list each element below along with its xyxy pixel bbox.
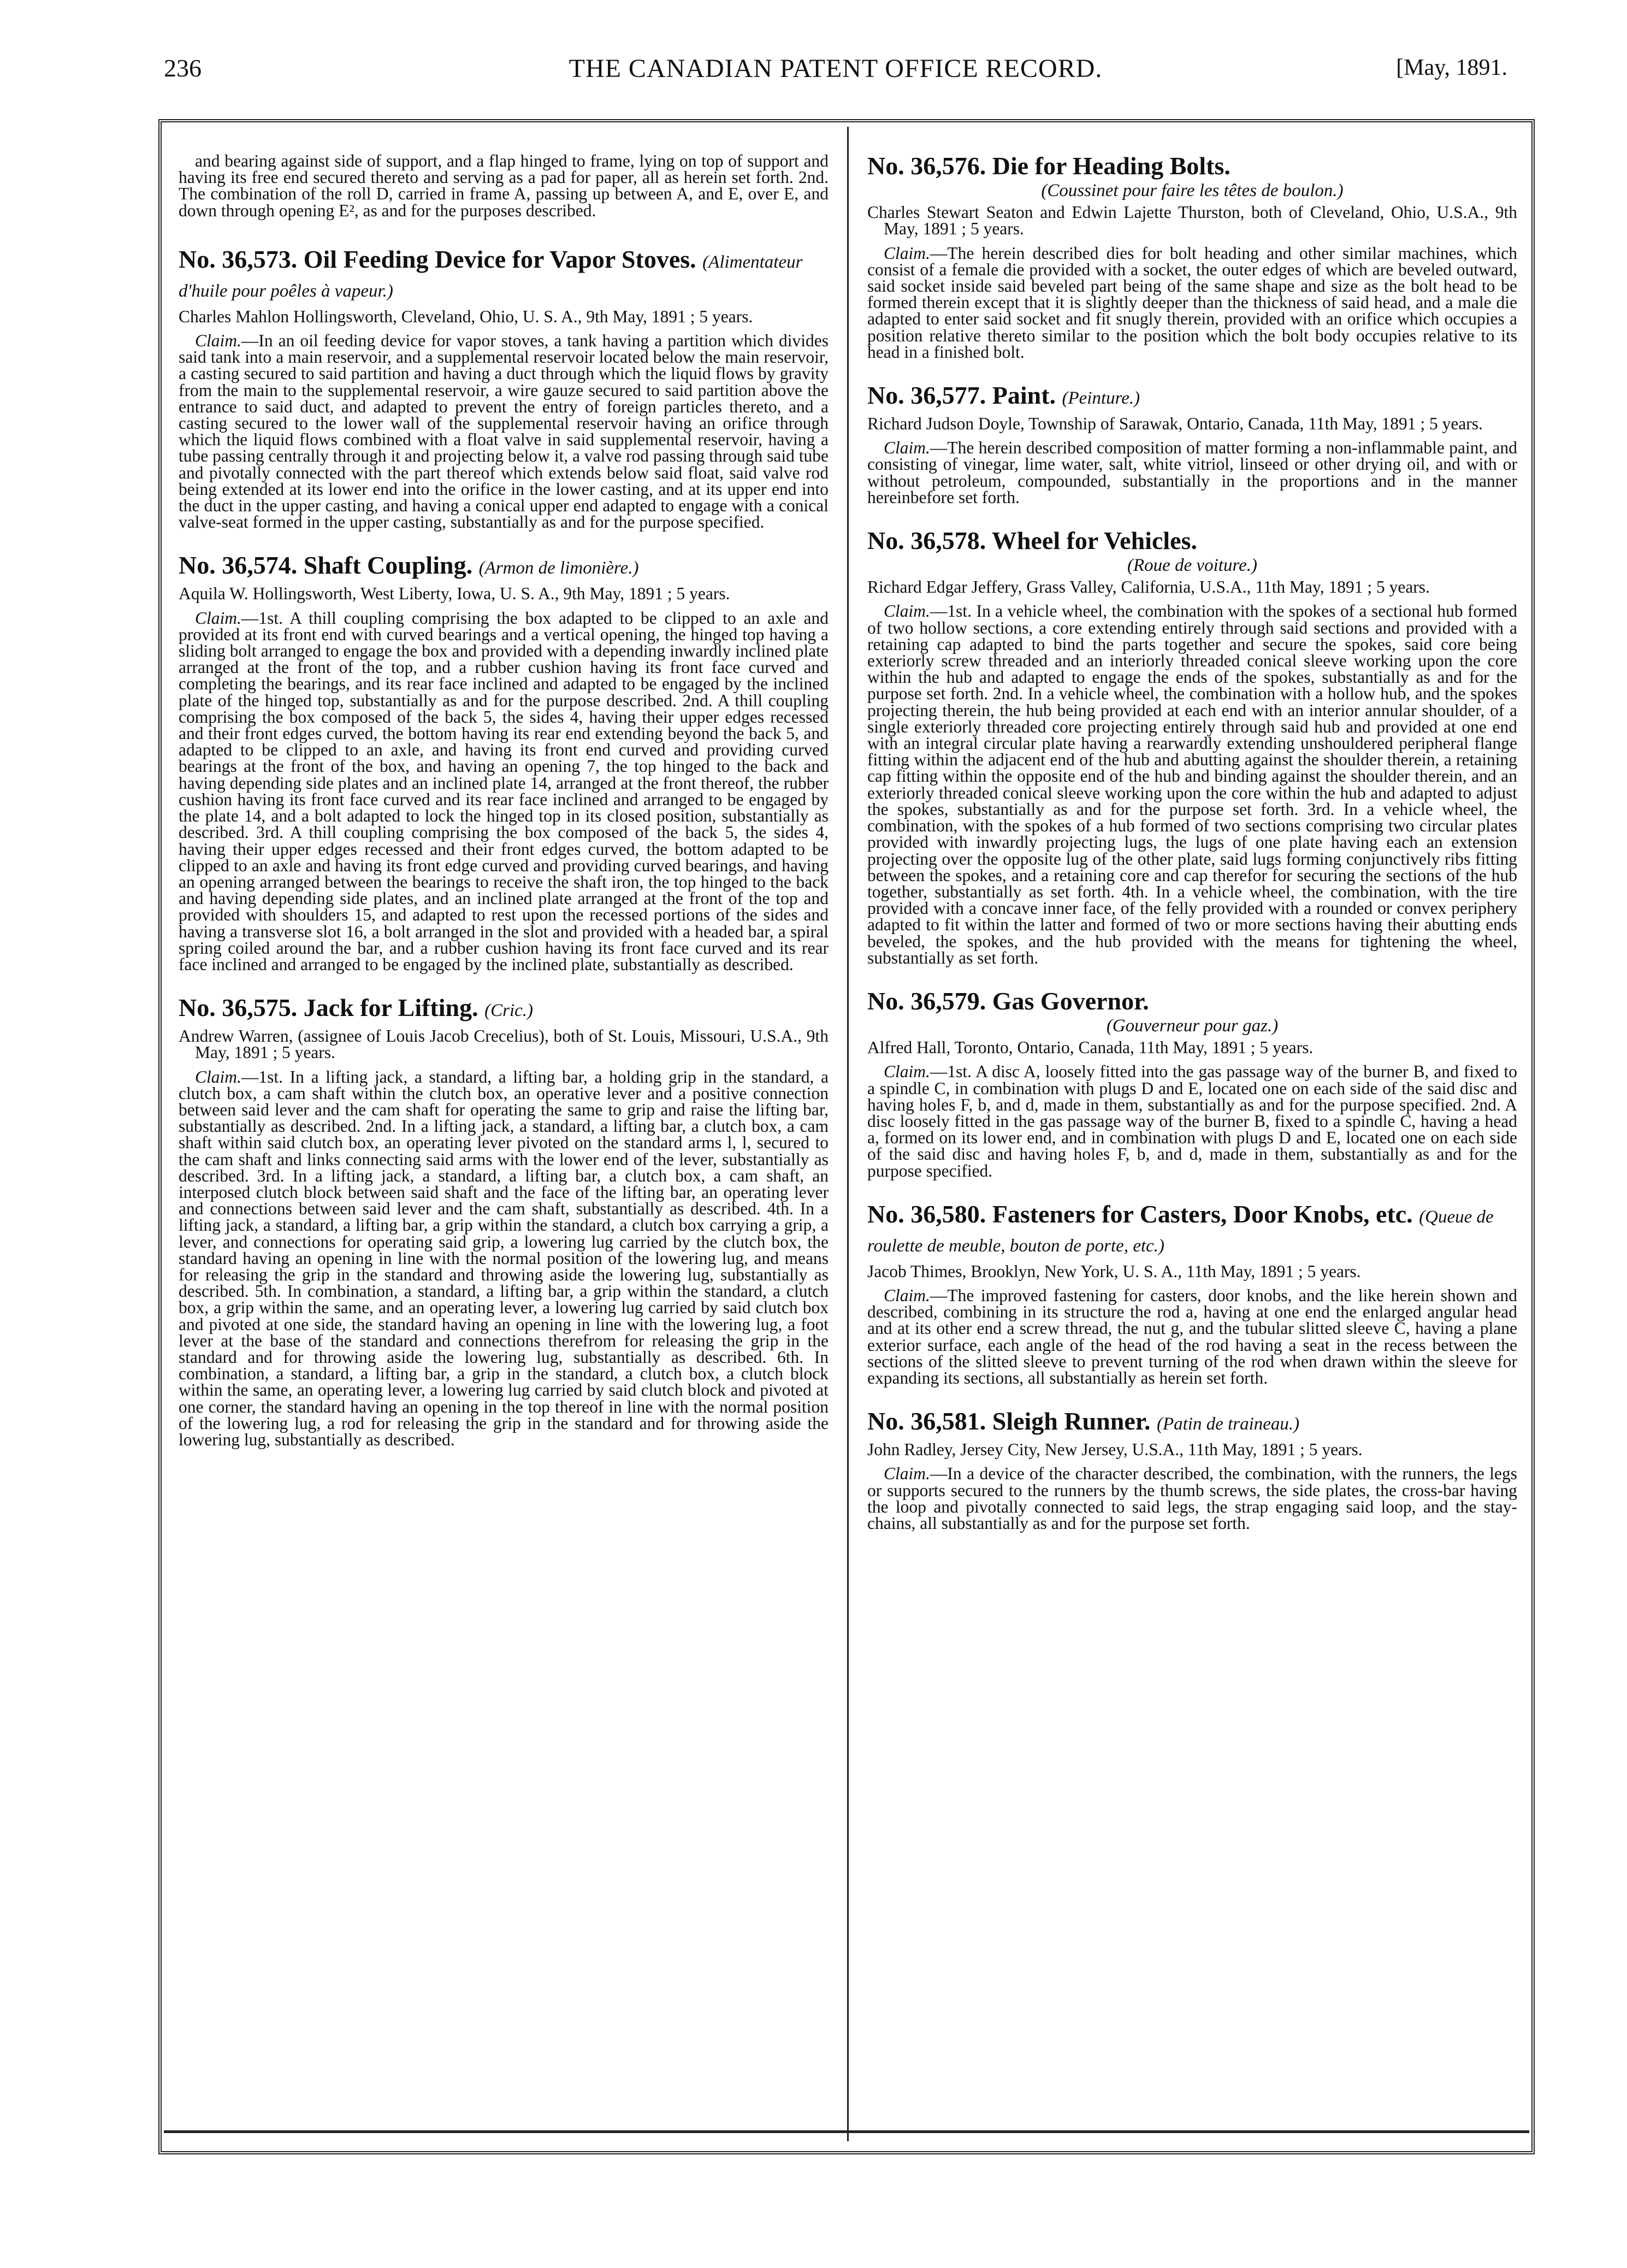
inventor-line: Jacob Thimes, Brooklyn, New York, U. S. A., 11th May, 1891 ; 5 years. (867, 1261, 1361, 1281)
claim-body: —In a device of the character described, the combination, with the runners, the legs or supports secured to the runners by the thumb screws, the side plates, the cross-bar having the loop and pivotally connected to said legs, the strap engaging said loop, and the stay-chains, all substantially as and for the purpose set forth. (867, 1464, 1517, 1533)
inventor-line: Charles Mahlon Hollingsworth, Cleveland, Ohio, U. S. A., 9th May, 1891 ; 5 years. (179, 306, 753, 326)
claim-body: —The improved fastening for casters, door knobs, and the like herein shown and described, combining in its structure the rod a, having at one end the enlarged angular head and at its other end a screw thread, the nut g, and the tubular slitted sleeve C, having a plane exterior surface, each angle of the head of the rod having a seat in the recess between the sections of the slitted sleeve to prevent turning of the rod when drawn within the sleeve for expanding its sections, all substantially as herein set forth. (867, 1285, 1517, 1387)
patent-entry-36581 (867, 1408, 1517, 1532)
patent-number: No. 36,576. (867, 152, 986, 180)
claim-label: Claim. (884, 243, 930, 263)
patent-translation: (Coussinet pour faire les têtes de boulon.) (1041, 181, 1344, 200)
issue-date: [May, 1891. (1396, 55, 1507, 80)
patent-number: No. 36,574. (179, 551, 298, 580)
claim-body: —1st. A disc A, loosely fitted into the gas passage way of the burner B, and fixed to a spindle C, in combination with plugs D and E, located one on each side of the said disc and having holes F, b, and d, made in them, substantially as and for the purpose specified. 2nd. A disc loosely fitted in the gas passage way of the burner B, fixed to a spindle C, having a head a, formed on its lower end, and in combination with plugs D and E, located one on each side of the said disc and having holes F, b, and d, made in them, substantially as and for the purpose specified. (867, 1062, 1517, 1180)
patent-title: Sleigh Runner. (992, 1407, 1151, 1436)
claim-text (867, 245, 1517, 361)
claim-body: —1st. A thill coupling comprising the box adapted to be clipped to an axle and provided at its front end with curved bearings and a vertical opening, the hinged top having a sliding bolt arranged to engage the box and provided with a depending inwardly inclined plate arranged at the front of the top, and a rubber cushion having its front face curved and completing the bearings, and its rear face inclined and adapted to be engaged by the inclined plate of the hinged top, substantially as and for the purpose described. 2nd. A thill coupling comprising the box composed of the back 5, the sides 4, having their upper edges recessed and their front edges curved, the bottom having its rear end extending beyond the back 5, and adapted to be clipped to an axle, and having its front end curved and providing curved bearings at the front of the box, and having an opening 7, the top hinged to the back and having depending side plates and an inclined plate 14, arranged at the front thereof, the rubber cushion having its front face curved and its rear face inclined and arranged to be engaged by the plate 14, and a bolt adapted to lock the hinged top in its closed position, substantially as described. 3rd. A thill coupling comprising the box composed of the back 5, the sides 4, having their upper edges recessed and their front edges curved, the bottom adapted to be clipped to an axle and having its front edge curved and providing curved bearings, and having an opening arranged between the bearings to receive the shaft iron, the top hinged to the back and having depending side plates, and an inclined plate arranged at the front of the top and provided with shoulders 15, and adapted to rest upon the recessed portions of the sides and having a transverse slot 16, a bolt arranged in the slot and provided with a headed bar, a spiral spring coiled around the bar, and a rubber cushion having its front face curved and its rear face inclined and arranged to be engaged by the inclined plate, substantially as described. (179, 608, 829, 974)
patent-entry-36579 (867, 988, 1517, 1179)
patent-title: Paint. (992, 381, 1056, 410)
claim-text (179, 1069, 829, 1449)
patent-entry-36577 (867, 382, 1517, 506)
inventor-line: John Radley, Jersey City, New Jersey, U.S.A., 11th May, 1891 ; 5 years. (867, 1440, 1363, 1460)
entry-heading (179, 995, 829, 1024)
entry-heading (867, 382, 1517, 411)
claim-label: Claim. (884, 1285, 930, 1305)
patent-entry-36574 (179, 552, 829, 973)
patent-entry-36578 (867, 528, 1517, 966)
claim-body: —In an oil feeding device for vapor stoves, a tank having a partition which divides said tank into a main reservoir, and a supplemental reservoir located below the main reservoir, a casting secured to said partition and having a duct through which the liquid flows by gravity from the main to the supplemental reservoir, a wire gauze secured to said partition above the entrance to said duct, and adapted to prevent the entry of foreign particles thereto, and a casting secured to the lower wall of the supplemental reservoir having an orifice through which the liquid flows combined with a float valve in said supplemental reservoir, having a tube passing centrally through it and projecting below it, a valve rod passing through said tube and pivotally connected with the part thereof which extends below said float, said valve rod being extended at its lower end into the orifice in the lower casting, and at its upper end into the duct in the upper casting, and having a conical upper end adapted to engage with a conical valve-seat formed in the upper casting, substantially as and for the purpose specified. (179, 331, 829, 532)
patent-title: Shaft Coupling. (303, 551, 473, 580)
patent-entry-36580 (867, 1201, 1517, 1386)
patent-number: No. 36,579. (867, 987, 986, 1015)
entry-heading (867, 1201, 1517, 1259)
entry-heading (867, 988, 1517, 1014)
claim-label: Claim. (884, 1062, 930, 1082)
patent-entry-36575 (179, 995, 829, 1448)
patent-title: Wheel for Vehicles. (991, 527, 1197, 555)
inventor-line: Alfred Hall, Toronto, Ontario, Canada, 11th May, 1891 ; 5 years. (867, 1038, 1314, 1058)
page-number: 236 (164, 54, 202, 82)
patent-translation: (Cric.) (484, 1001, 534, 1021)
claim-body: —1st. In a vehicle wheel, the combination with the spokes of a sectional hub formed of two hollow sections, a core extending entirely through said sections and provided with a retaining cap adapted to bind the parts together and secure the spokes, said core being exteriorly screw threaded and an interiorly threaded conical sleeve working upon the core within the hub and adapted to engage the ends of the spokes, substantially as and for the purpose set forth. 2nd. In a vehicle wheel, the combination with a hollow hub, and the spokes projecting therein, the hub being provided at each end with an interior annular shoulder, of a single exteriorly threaded core projecting entirely through said hub and provided at one end with an integral circular plate having a rearwardly extending unshouldered peripheral flange fitting within the adjacent end of the hub and abutting against the shoulder therein, a retaining cap fitting within the opposite end of the hub and binding against the shoulder therein, and an exteriorly threaded conical sleeve working upon the core within the hub and adapted to adjust the spokes, substantially as and for the purpose set forth. 3rd. In a vehicle wheel, the combination, with the spokes of a hub formed of two sections comprising two circular plates provided with inwardly projecting lugs, the lugs of one plate having each an extension projecting over the opposite lug of the other plate, said lugs forming conjunctively ribs fitting between the spokes, and a retaining core and cap therefor for securing the sections of the hub together, substantially as set forth. 4th. In a vehicle wheel, the combination, with the tire provided with a concave inner face, of the felly provided with a rounded or convex periphery adapted to fit within the latter and formed of two or more sections having their abutting ends beveled, the spokes, and the hub provided with the means for tightening the wheel, substantially as set forth. (867, 601, 1517, 967)
claim-text (867, 603, 1517, 966)
continued-text: and bearing against side of support, and a flap hinged to frame, lying on top of support and having its free end secured thereto and serving as a pad for paper, all as herein set forth. 2nd. The combination of the roll D, carried in frame A, passing up between A, and E, over E, and down through opening E², as and for the purposes described. (179, 151, 829, 220)
entry-heading (867, 1408, 1517, 1437)
bottom-rule (164, 2130, 1529, 2133)
patent-number: No. 36,578. (867, 527, 986, 555)
patent-title: Die for Heading Bolts. (992, 152, 1230, 180)
patent-number: No. 36,581. (867, 1407, 986, 1436)
patent-title: Fasteners for Casters, Door Knobs, etc. (992, 1200, 1413, 1228)
patent-number: No. 36,573. (179, 245, 298, 273)
claim-body: —The herein described composition of matter forming a non-inflammable paint, and consisting of vinegar, lime water, salt, white vitriol, linseed or other drying oil, and with or without petroleum, compounded, substantially in the proportions and in the manner hereinbefore set forth. (867, 438, 1517, 507)
claim-label: Claim. (195, 608, 241, 628)
claim-body: —The herein described dies for bolt heading and other similar machines, which consist of a female die provided with a socket, the outer edges of which are beveled outward, said socket inside said beveled part being of the same shape and size as the bolt head to be formed therein except that it is slightly deeper than the thickness of said head, and a male die adapted to enter said socket and fit snugly therein, provided with an orifice which occupies a position relative thereto similar to the position which the bolt body occupies relative to its head in a finished bolt. (867, 243, 1517, 362)
entry-heading (179, 552, 829, 581)
claim-label: Claim. (195, 1067, 241, 1086)
patent-title: Jack for Lifting. (303, 994, 478, 1022)
patent-translation: (Peinture.) (1062, 388, 1140, 409)
column-divider (847, 127, 849, 2141)
claim-text (867, 440, 1517, 506)
claim-text (867, 1466, 1517, 1532)
claim-text (867, 1287, 1517, 1386)
page-header (164, 54, 1507, 97)
left-column (179, 153, 829, 1470)
entry-heading (867, 528, 1517, 554)
patent-number: No. 36,577. (867, 381, 986, 410)
claim-text (179, 610, 829, 973)
patent-title: Gas Governor. (992, 987, 1149, 1015)
claim-label: Claim. (884, 1464, 930, 1484)
patent-number: No. 36,575. (179, 994, 298, 1022)
inventor-line: Richard Edgar Jeffery, Grass Valley, California, U.S.A., 11th May, 1891 ; 5 years. (867, 577, 1430, 597)
inventor-line: Aquila W. Hollingsworth, West Liberty, Iowa, U. S. A., 9th May, 1891 ; 5 years. (179, 584, 730, 604)
claim-body: —1st. In a lifting jack, a standard, a lifting bar, a holding grip in the standard, a clutch box, a cam shaft within the clutch box, an operative lever and a positive connection between said lever and the cam shaft for operating the same to grip and raise the lifting bar, substantially as described. 2nd. In a lifting jack, a standard, a lifting bar, a clutch box, a cam shaft within said clutch box, an operating lever pivoted on the standard arms l, l, secured to the cam shaft and links connecting said arms with the lower end of the lever, substantially as described. 3rd. In a lifting jack, a standard, a lifting bar, a clutch box, a cam shaft, an interposed clutch block between said shaft and the face of the lifting bar, an operating lever and connections between said lever and the cam shaft, substantially as described. 4th. In a lifting jack, a standard, a lifting bar, a grip within the standard, a clutch box carrying a grip, a lever, and connections for operating said grip, a lowering lug carried by the clutch box, the standard having an opening in line with the normal position of the lowering lug, and means for releasing the grip in the standard and throwing aside the lowering lug, substantially as described. 5th. In combination, a standard, a lifting bar, a grip within the standard, a clutch box, a grip within the same, and an operating lever, a lowering lug carried by said clutch box and pivoted at one side, the standard having an opening in line with the lowering lug, a foot lever at the base of the standard and connections therefrom for releasing the grip in the standard and for throwing aside the lowering lug, substantially as described. 6th. In combination, a standard, a lifting bar, a grip in the standard, a clutch box, a clutch block within the same, an operating lever, a lowering lug carried by said clutch block and pivoted at one corner, the standard having an opening in the top thereof in line with the normal position of the lowering lug, a rod for releasing the grip in the standard and for throwing aside the lowering lug, substantially as described. (179, 1067, 829, 1449)
patent-translation: (Alimentateur d'huile pour poêles à vapeur.) (179, 252, 803, 301)
inventor-line: Andrew Warren, (assignee of Louis Jacob Crecelius), both of St. Louis, Missouri, U.S.A., 9th May, 1891 ; 5 years. (179, 1026, 829, 1062)
inventor-line: Richard Judson Doyle, Township of Sarawak, Ontario, Canada, 11th May, 1891 ; 5 years. (867, 414, 1483, 434)
patent-translation: (Armon de limonière.) (478, 558, 639, 578)
claim-label: Claim. (884, 438, 930, 458)
claim-label: Claim. (884, 601, 930, 621)
patent-translation: (Queue de roulette de meuble, bouton de porte, etc.) (867, 1207, 1494, 1256)
claim-label: Claim. (195, 331, 241, 351)
patent-entry-36573 (179, 246, 829, 531)
patent-translation: (Gouverneur pour gaz.) (1106, 1015, 1279, 1036)
patent-entry-36576 (867, 153, 1517, 361)
claim-text (867, 1064, 1517, 1179)
patent-translation: (Patin de traineau.) (1156, 1414, 1300, 1434)
patent-title: Oil Feeding Device for Vapor Stoves. (303, 245, 696, 273)
entry-heading (867, 153, 1517, 179)
entry-heading (179, 246, 829, 304)
right-column (867, 153, 1517, 1554)
patent-translation: (Roue de voiture.) (1127, 556, 1257, 576)
claim-text (179, 333, 829, 530)
patent-number: No. 36,580. (867, 1200, 986, 1228)
publication-title: THE CANADIAN PATENT OFFICE RECORD. (569, 54, 1103, 83)
inventor-line: Charles Stewart Seaton and Edwin Lajette Thurston, both of Cleveland, Ohio, U.S.A., 9th May, 1891 ; 5 years. (867, 203, 1517, 239)
